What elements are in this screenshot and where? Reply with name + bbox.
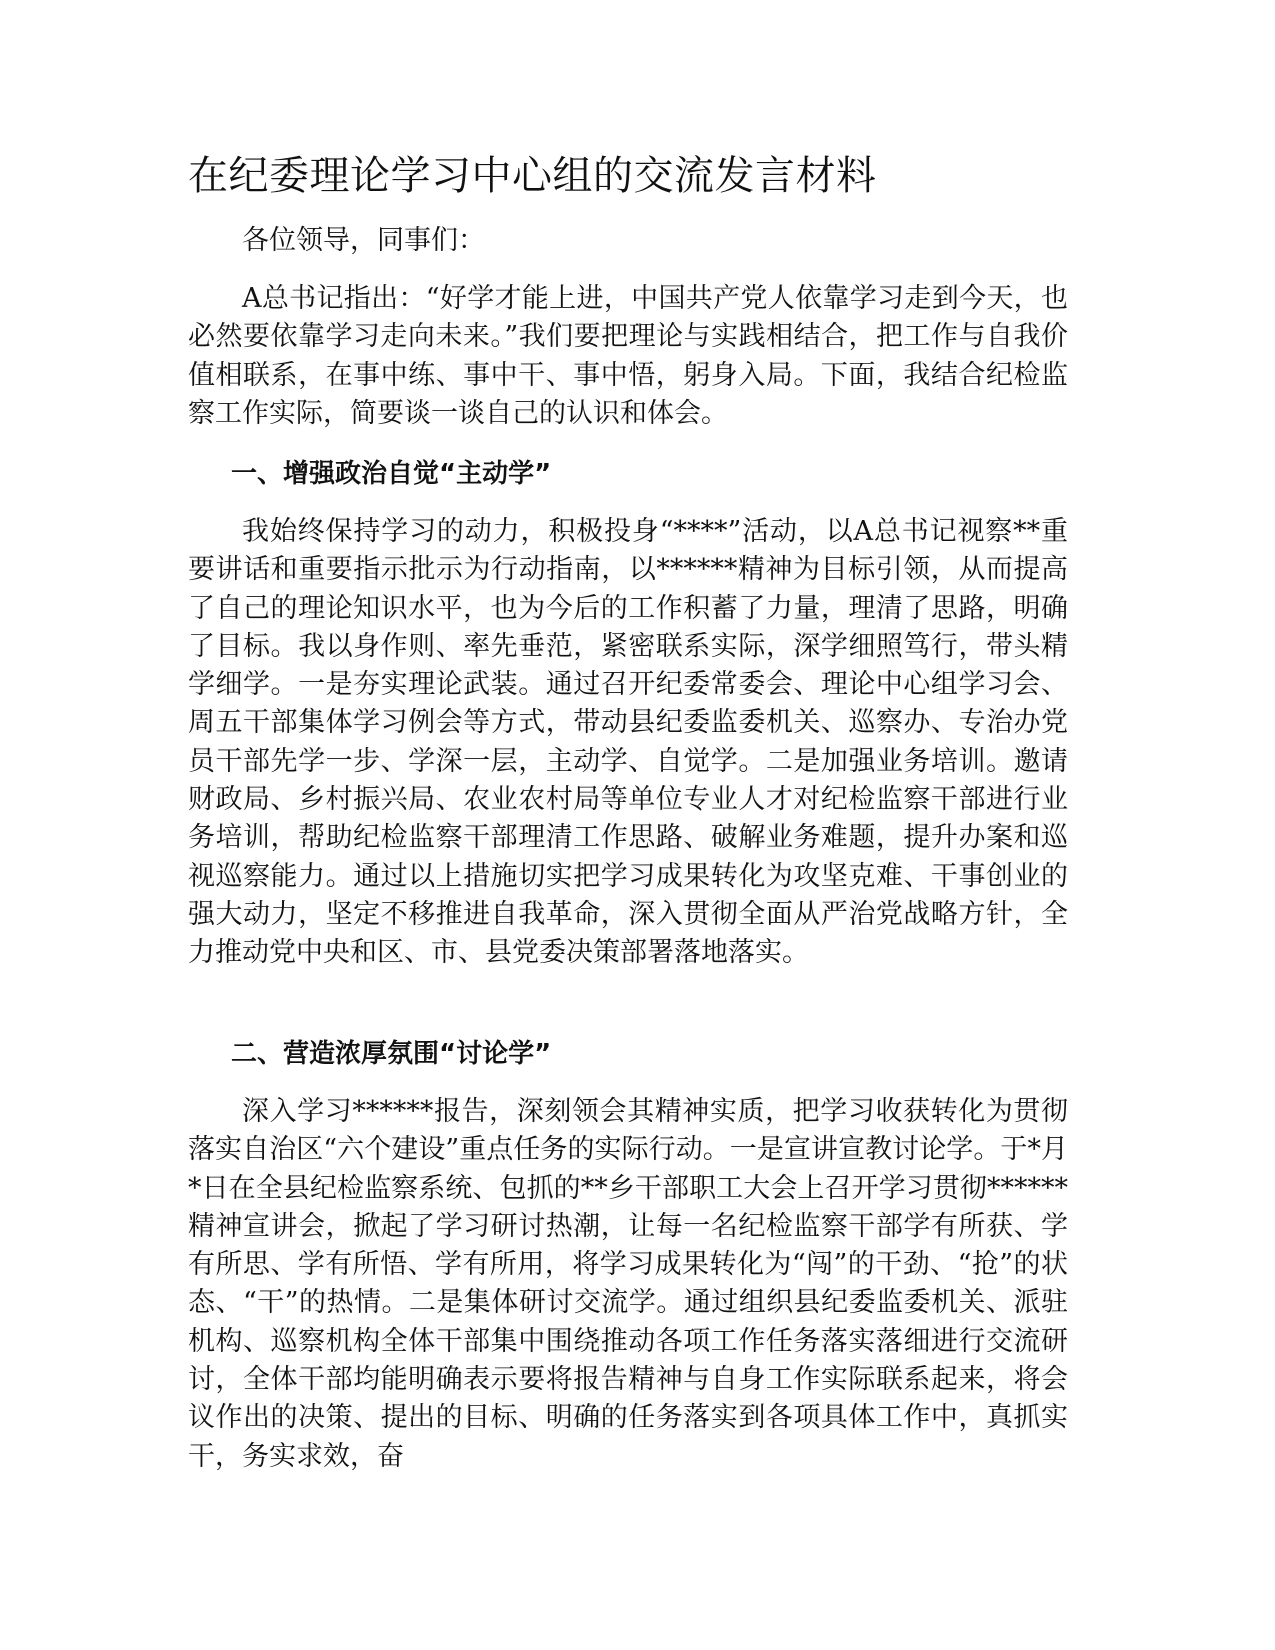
- section-body-2: 深入学习******报告，深刻领会其精神实质，把学习收获转化为贯彻落实自治区“六个建设”重点任务的实际行动。一是宣讲宣教讨论学。于*月*日在全县纪检监察系统、包抓的**乡干部职工大会上召开学习贯彻******精神宣讲会，掀起了学习研讨热潮，让每一名纪检监察干部学有所获、学有所思、学有所悟、学有所用，将学习成果转化为“闯”的干劲、“抢”的状态、“干”的热情。二是集体研讨交流学。通过组织县纪委监委机关、派驻机构、巡察机构全体干部集中围绕推动各项工作任务落实落细进行交流研讨，全体干部均能明确表示要将报告精神与自身工作实际联系起来，将会议作出的决策、提出的目标、明确的任务落实到各项具体工作中，真抓实干，务实求效，奋: [188, 1096, 1068, 1472]
- section-heading-1: 一、增强政治自觉“主动学”: [231, 459, 552, 489]
- section-heading-2: 二、营造浓厚氛围“讨论学”: [231, 1039, 552, 1069]
- document-title: 在纪委理论学习中心组的交流发言材料: [188, 153, 877, 199]
- document-page: [188, 0, 1068, 1650]
- section-body-1: 我始终保持学习的动力，积极投身“****”活动，以A总书记视察**重要讲话和重要指示批示为行动指南，以******精神为目标引领，从而提高了自己的理论知识水平，也为今后的工作积蓄了力量，理清了思路，明确了目标。我以身作则、率先垂范，紧密联系实际，深学细照笃行，带头精学细学。一是夯实理论武装。通过召开纪委常委会、理论中心组学习会、周五干部集体学习例会等方式，带动县纪委监委机关、巡察办、专治办党员干部先学一步、学深一层，主动学、自觉学。二是加强业务培训。邀请财政局、乡村振兴局、农业农村局等单位专业人才对纪检监察干部进行业务培训，帮助纪检监察干部理清工作思路、破解业务难题，提升办案和巡视巡察能力。通过以上措施切实把学习成果转化为攻坚克难、干事创业的强大动力，坚定不移推进自我革命，深入贯彻全面从严治党战略方针，全力推动党中央和区、市、县党委决策部署落地落实。: [188, 516, 1068, 969]
- intro-paragraph: A总书记指出：“好学才能上进，中国共产党人依靠学习走到今天，也必然要依靠学习走向未来。”我们要把理论与实践相结合，把工作与自我价值相联系，在事中练、事中干、事中悟，躬身入局。下面，我结合纪检监察工作实际，简要谈一谈自己的认识和体会。: [188, 283, 1068, 429]
- greeting: 各位领导，同事们：: [242, 225, 485, 256]
